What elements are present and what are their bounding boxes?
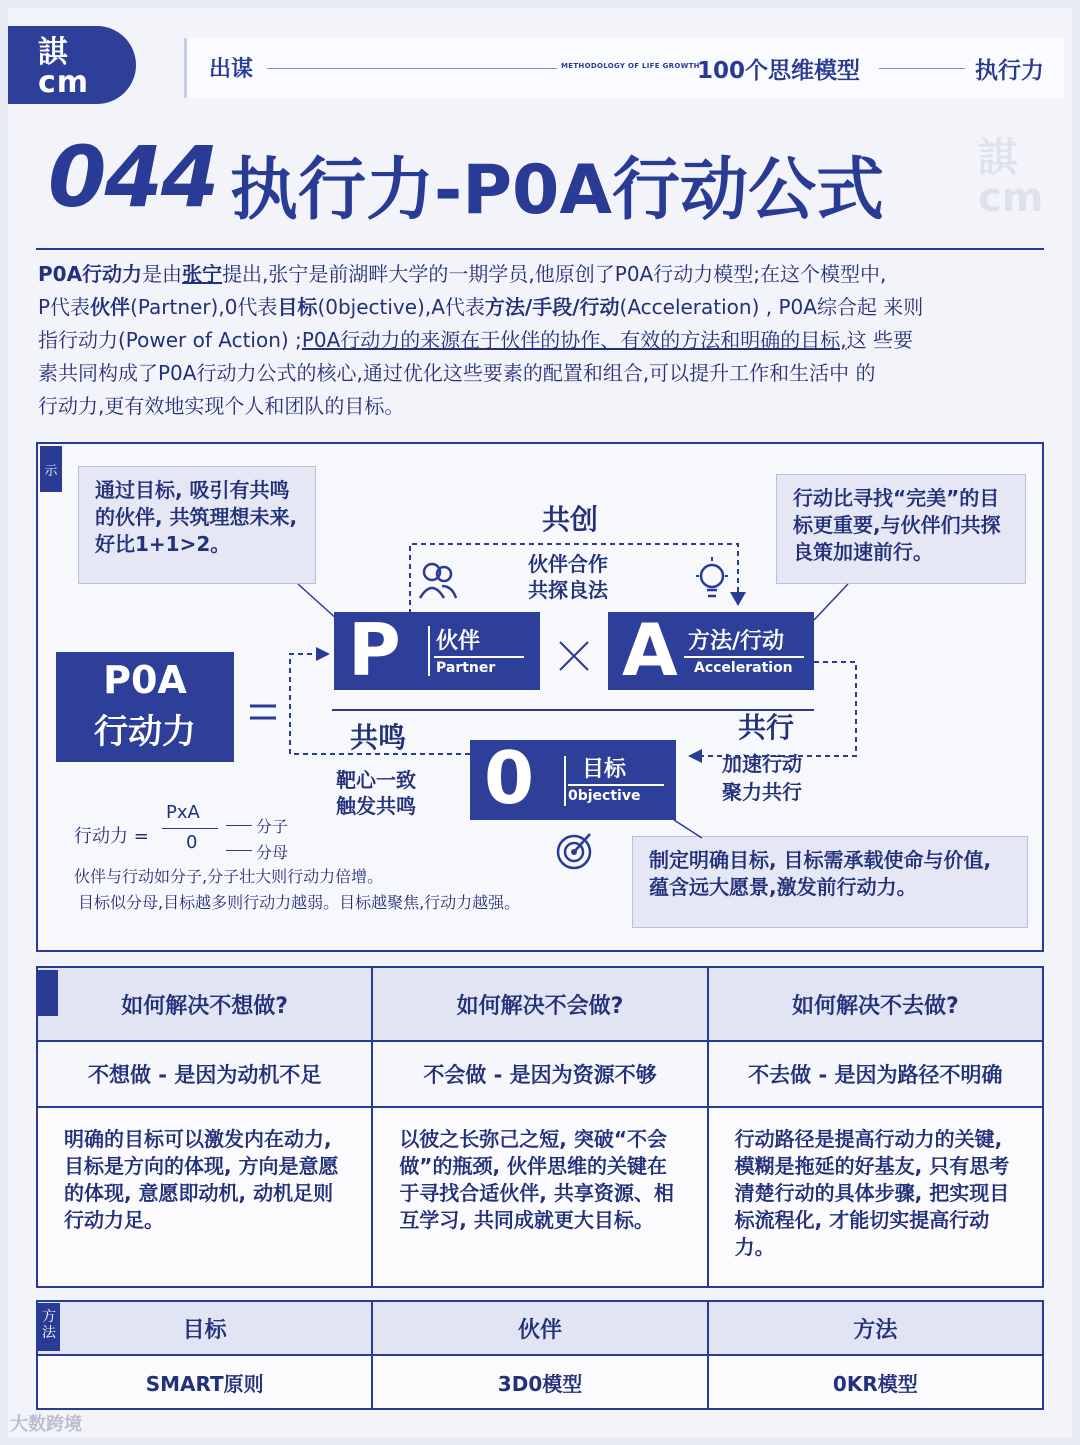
objective-underline (568, 784, 664, 786)
table-cell: 不想做 - 是因为动机不足 (37, 1041, 372, 1107)
logo-line-1: 諆 (38, 35, 69, 70)
partner-underline (434, 656, 524, 658)
pointer-line (226, 850, 252, 851)
action-en: Acceleration (694, 660, 793, 676)
header-category: 执行力 (975, 58, 1044, 84)
formula-label: 行动力 = (74, 826, 149, 847)
action-underline (684, 656, 804, 658)
intro-text: 是由 (142, 262, 183, 286)
intro-poa: P0A行动力 (38, 262, 143, 286)
formula-fenzi: 分子 (256, 817, 289, 836)
label-gongxing-sub1: 加速行动 (722, 752, 802, 776)
header-divider (879, 68, 965, 69)
intro-paragraph (38, 258, 1046, 423)
header-divider (267, 68, 557, 69)
people-icon (416, 558, 460, 606)
note-left: 通过目标, 吸引有共鸣的伙伴, 共筑理想未来,好比1+1>2。 (78, 466, 316, 584)
title-row (48, 128, 1048, 238)
note-right: 行动比寻找“完美”的目标更重要,与伙伴们共探良策加速前行。 (776, 474, 1026, 584)
title-number: 044 (48, 128, 218, 226)
method-tag: 方法 (38, 1303, 60, 1351)
poa-result-box (56, 652, 234, 762)
note-bottom: 制定明确目标, 目标需承载使命与价值,蕴含远大愿景,激发前行动力。 (632, 836, 1028, 928)
intro-highlight: P0A行动力的来源在于伙伴的协作、有效的方法和明确的目标, (301, 328, 847, 352)
table-row (37, 1041, 1043, 1107)
intro-objective: 目标 (277, 295, 318, 319)
objective-divider (564, 756, 566, 806)
partner-divider (428, 626, 430, 676)
action-letter: A (622, 608, 678, 692)
table-header: 如何解决不会做? (372, 967, 707, 1041)
table-header: 伙伴 (372, 1301, 707, 1355)
intro-text: (Acceleration) , P0A综合起 来则 (619, 295, 924, 319)
table-header: 如何解决不去做? (708, 967, 1043, 1041)
intro-author: 张宁 (182, 262, 223, 286)
partner-en: Partner (436, 660, 496, 676)
problem-table (36, 966, 1044, 1288)
pointer-line (226, 825, 252, 826)
objective-en: 0bjective (568, 788, 641, 804)
partner-box (334, 608, 540, 692)
table-cell: 不会做 - 是因为资源不够 (372, 1041, 707, 1107)
table-cell: 行动路径是提高行动力的关键, 模糊是拖延的好基友, 只有思考清楚行动的具体步骤, 把实现目标流程化, 才能切实提高行动力。 (708, 1107, 1043, 1287)
panel-tag: 示 (40, 446, 62, 492)
label-gongming-sub2: 触发共鸣 (336, 794, 416, 818)
intro-text: 这 些要 (846, 328, 913, 352)
label-gongxing-sub2: 聚力共行 (722, 780, 802, 804)
formula-note-1: 伙伴与行动如分子,分子壮大则行动力倍增。 (74, 867, 384, 886)
label-gongchuang-sub1: 伙伴合作 (528, 552, 608, 576)
table-cell: 以彼之长弥己之短, 突破“不会做”的瓶颈, 伙伴思维的关键在于寻找合适伙伴, 共享资源、相互学习, 共同成就更大目标。 (372, 1107, 707, 1287)
partner-cn: 伙伴 (436, 629, 481, 654)
table-cell: 不去做 - 是因为路径不明确 (708, 1041, 1043, 1107)
brand-logo (8, 26, 136, 104)
header-series: 100个思维模型 (697, 58, 861, 84)
table-cell: 0KR模型 (708, 1355, 1043, 1409)
objective-letter: 0 (484, 736, 535, 820)
formula-note-2: 目标似分母,目标越多则行动力越弱。目标越聚焦,行动力越强。 (78, 893, 521, 912)
intro-method: 方法/手段/行动 (484, 295, 620, 319)
title-rule (36, 248, 1044, 250)
table-header: 方法 (708, 1301, 1043, 1355)
watermark: 大数跨境 (10, 1414, 82, 1435)
lightbulb-icon (690, 554, 734, 608)
intro-text: 指行动力(Power of Action) ; (38, 328, 302, 352)
formula-fenmu: 分母 (256, 843, 289, 862)
label-gongchuang: 共创 (542, 503, 599, 536)
table-row (37, 1355, 1043, 1409)
table-header: 目标 (37, 1301, 372, 1355)
ghost-logo: 諆 cm (978, 135, 1044, 221)
header-brand: 出谋 (209, 57, 254, 82)
method-table (36, 1300, 1044, 1410)
action-box (608, 608, 814, 692)
poa-label: P0A (103, 658, 187, 702)
fraction-bar (162, 828, 218, 829)
objective-box (470, 736, 676, 820)
partner-letter: P (348, 608, 401, 692)
table-header: 如何解决不想做? (37, 967, 372, 1041)
intro-text: 提出,张宁是前湖畔大学的一期学员,他原创了P0A行动力模型;在这个模型中, (222, 262, 887, 286)
intro-text: (Partner),0代表 (130, 295, 278, 319)
target-icon (552, 828, 598, 878)
table-cell: 3D0模型 (372, 1355, 707, 1409)
formula-denominator: 0 (186, 832, 198, 853)
header-subtitle: METHODOLOGY OF LIFE GROWTH (561, 62, 700, 70)
logo-line-2: cm (38, 65, 90, 100)
intro-text: (0bjective),A代表 (317, 295, 485, 319)
table-header-row (37, 1301, 1043, 1355)
intro-partner: 伙伴 (90, 295, 131, 319)
intro-text: 行动力,更有效地实现个人和团队的目标。 (38, 394, 405, 418)
header-bar (184, 38, 1064, 98)
formula-numerator: PxA (166, 802, 200, 823)
objective-cn: 目标 (582, 757, 627, 782)
table-header-row (37, 967, 1043, 1041)
label-gongxing: 共行 (738, 711, 795, 744)
action-cn: 方法/行动 (688, 629, 785, 654)
diagram-panel (36, 442, 1044, 952)
table-cell: SMART原则 (37, 1355, 372, 1409)
intro-text: P代表 (38, 295, 91, 319)
label-gongming-sub1: 靶心一致 (336, 768, 416, 792)
page (8, 8, 1072, 1437)
label-gongchuang-sub2: 共探良法 (528, 578, 608, 602)
table-corner-tag (38, 970, 58, 1016)
intro-text: 素共同构成了P0A行动力公式的核心,通过优化这些要素的配置和组合,可以提升工作和生活中 的 (38, 361, 876, 385)
table-row (37, 1107, 1043, 1287)
page-title: 执行力-P0A行动公式 (230, 151, 885, 230)
table-cell: 明确的目标可以激发内在动力, 目标是方向的体现, 方向是意愿的体现, 意愿即动机, 动机足则行动力足。 (37, 1107, 372, 1287)
poa-label-cn: 行动力 (94, 712, 196, 752)
label-gongming: 共鸣 (350, 721, 407, 754)
